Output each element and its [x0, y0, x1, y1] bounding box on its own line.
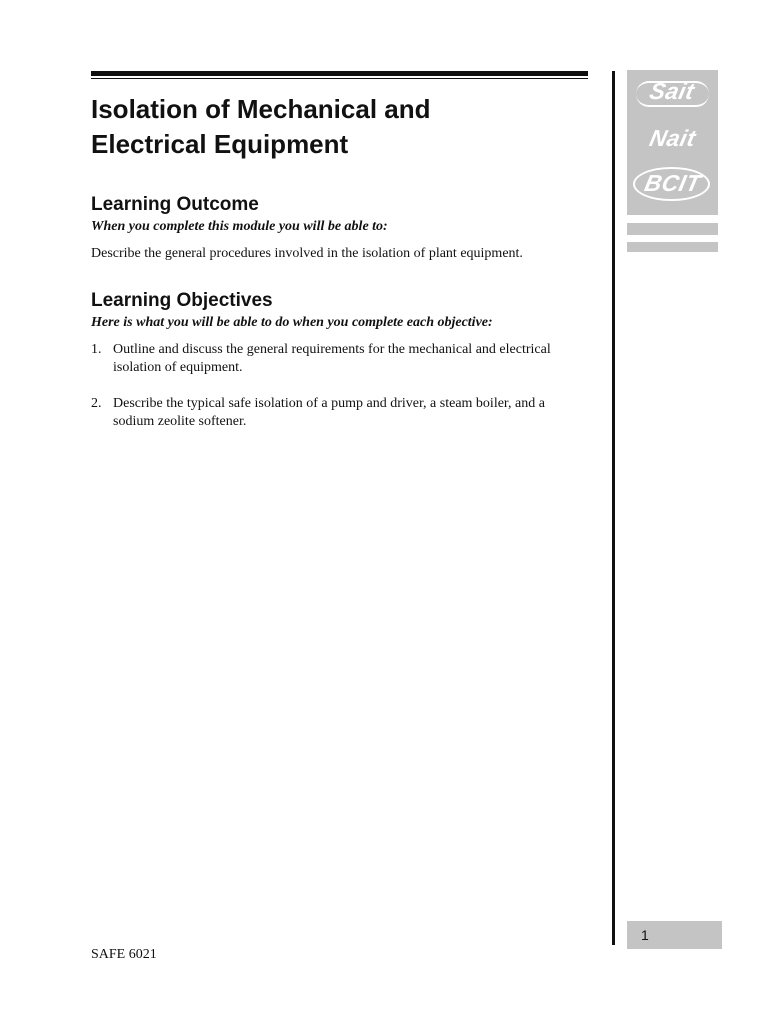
learning-outcome-intro: When you complete this module you will be able to:: [91, 219, 388, 234]
sidebar-decor-bar: [627, 223, 718, 235]
learning-objectives-intro: Here is what you will be able to do when you complete each objective:: [91, 315, 493, 330]
bcit-logo: BCIT: [641, 170, 704, 196]
course-code: SAFE 6021: [91, 947, 157, 962]
page-title: [91, 92, 591, 162]
top-rule-thin: [91, 78, 588, 79]
learning-objectives-heading: Learning Objectives: [91, 290, 273, 311]
sait-logo: Sait: [647, 78, 698, 104]
top-rule: [91, 71, 588, 76]
learning-outcome-heading: Learning Outcome: [91, 194, 259, 215]
list-item: [91, 341, 591, 377]
list-item-number: 2.: [91, 396, 102, 411]
page-number: 1: [627, 921, 722, 949]
title-line-2: Electrical Equipment: [91, 129, 349, 159]
objectives-list: [91, 341, 591, 431]
institution-logo-panel: [627, 70, 718, 215]
learning-outcome-text: Describe the general procedures involved in the isolation of plant equipment.: [91, 246, 523, 261]
list-item-number: 1.: [91, 342, 102, 357]
vertical-rule: [612, 71, 615, 945]
list-item-text: Describe the typical safe isolation of a pump and driver, a steam boiler, and a sodium zeolite softener.: [113, 396, 545, 429]
list-item-text: Outline and discuss the general requirements for the mechanical and electrical isolation of equipment.: [113, 342, 551, 375]
sidebar-decor-bar: [627, 242, 718, 252]
list-item: [91, 395, 591, 431]
nait-logo: Nait: [647, 125, 699, 151]
title-line-1: Isolation of Mechanical and: [91, 94, 431, 124]
main-content: [91, 92, 591, 449]
